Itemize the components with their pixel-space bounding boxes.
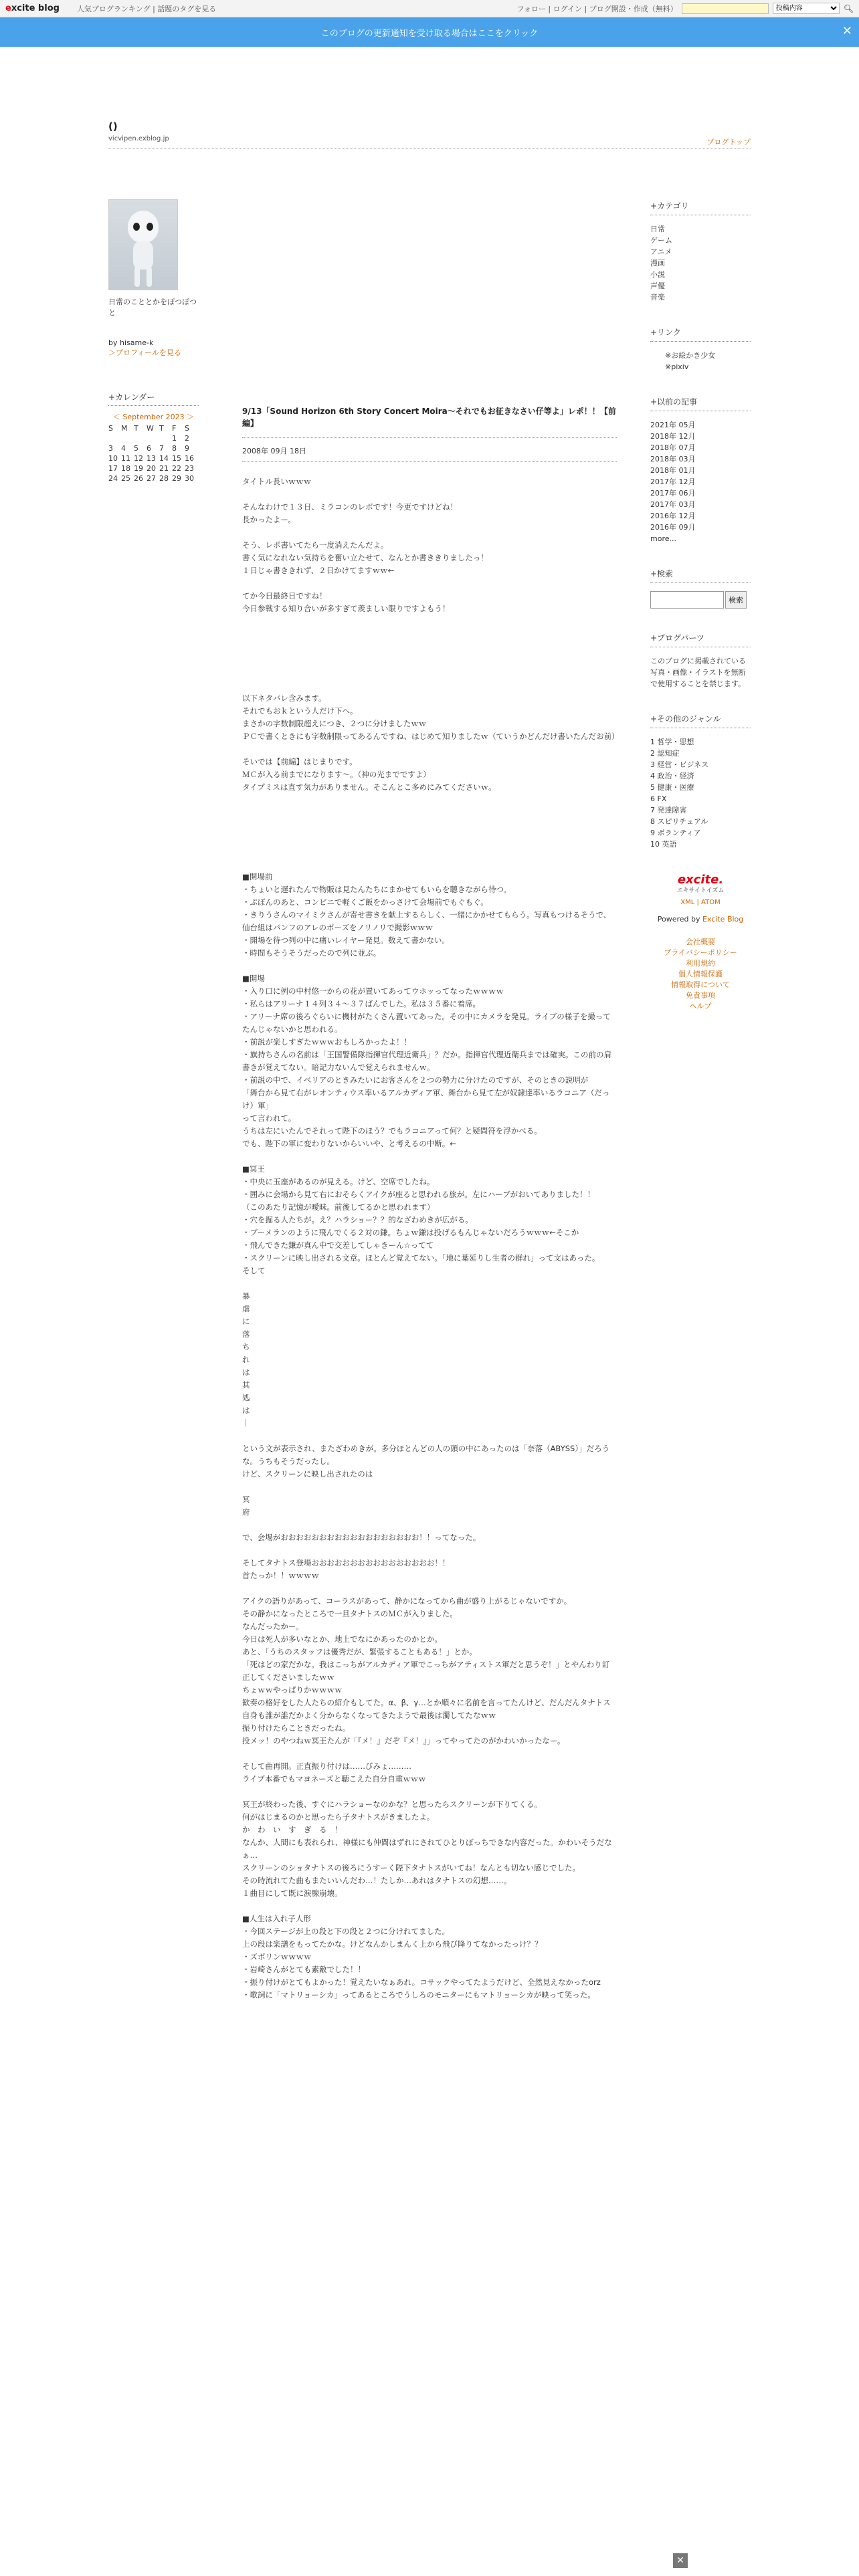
top-bar <box>0 0 859 17</box>
calendar-day <box>134 433 147 443</box>
calendar-grid <box>108 423 199 484</box>
post-paragraph: で、会場がおおおおおおおおおおおおおおおおおお！！ってなった。 <box>242 1533 481 1542</box>
blog-url: vicvipen.exblog.jp <box>108 135 169 142</box>
archive-item[interactable]: 2016年 12月 <box>650 512 696 520</box>
footer-link[interactable]: 免責事項 <box>686 991 715 1000</box>
post-paragraph: そう、レポ書いてたら一度消えたんだよ。 書く気になれない気持ちを奮い立たせて、なんとか書ききりましたっ！ １日じゃ書ききれず、２日かけてますｗｗ← <box>242 540 488 575</box>
blog-header <box>108 120 751 146</box>
category-item[interactable]: 音楽 <box>650 293 665 302</box>
feed-links[interactable]: XML | ATOM <box>680 899 721 906</box>
post-paragraph: てか今日最終日ですね！ 今日参戦する知り合いが多すぎて羨ましい限りですよもう！ <box>242 591 450 613</box>
calendar-day: 2 <box>185 434 189 443</box>
calendar-day: 19 <box>134 464 143 473</box>
calendar-day: 1 <box>172 434 177 443</box>
excite-logo[interactable]: excite. エキサイトイズム <box>676 873 725 894</box>
post-paragraph: そいでは【前編】はじまりです。 ＭＣが入る前までになります〜。（神の光までですよ） タイプミスは直す気力がありません。そこんとこ多めにみてくださいｗ。 <box>242 757 496 792</box>
post-paragraph: そしてタナトス登場おおおおおおおおおおおおおおおお！！ 首たっか！！ｗｗｗｗ <box>242 1558 450 1580</box>
genre-item[interactable]: 8 スピリチュアル <box>650 817 708 826</box>
post-paragraph: ■開場 ・入り口に例の中村悠一からの花が置いてあってウホッってなったｗｗｗｗ ・私らはアリーナ１４列３４～３７ばんでした。私は３５番に着席。 ・アリーナ席の後ろぐらいに機材がたくさん置いてあった。その中にカメラを発見。ライブの様子を撮ってたんじゃないかと思われる。 ・前説が楽しすぎたｗｗｗおもしろかったよ！！ ・旗持ちさんの名前は「王国警備隊指揮官代理近衛兵」？だか。指揮官代理近衛兵までは確実。この前の肩書きが覚えてない。暗記力ないんで覚えられませんｗ。 ・前説の中で、イベリアのときみたいにお客さんを２つの勢力に分けたのですが、そのときの説明が 「舞台から見て右がレオンティウス率いるアルカディア軍、舞台から見て左が奴隷達率いるラコニア（だっけ）軍」 って言われて。 うちは左にいたんでそれって陛下のほう？でもラコニアって何？と疑問符を浮かべる。 でも、陛下の軍に変わりないからいいや、と考えるの中断。← <box>242 974 611 1148</box>
calendar-day: 10 <box>108 454 118 463</box>
calendar-day: 12 <box>134 454 143 463</box>
category-item[interactable]: 日常 <box>650 225 665 233</box>
profile-text: 日常のこととかをぽつぽつと <box>108 298 197 317</box>
link-list <box>650 350 751 372</box>
powered-link[interactable]: Excite Blog <box>702 915 744 924</box>
calendar-day: 20 <box>147 464 156 473</box>
post-paragraph: ■冥王 ・中央に玉座があるのが見える。けど、空席でしたね。 ・囲みに会場から見て右におそらくアイクが座ると思われる旅が。左にハーブがおいてありました！！ （このあたり記憶が曖昧。前後してるかと思われます） ・穴を掘る人たちが。え？ハラショー？？的なざわめきが広がる。 ・ブーメランのように飛んでくる２対の鎌。ちょｗ鎌は投げるもんじゃないだろうｗｗｗ←そこか ・飛んできた鎌が真ん中で交差してしゃきーん☆ってて ・スクリーンに映し出される文章。ほとんど覚えてない。「地に葉延りし生者の群れ」って文はあった。 そして <box>242 1164 600 1275</box>
archive-item[interactable]: 2017年 12月 <box>650 477 696 486</box>
calendar-day: 7 <box>159 444 164 453</box>
close-icon[interactable]: ✕ <box>842 24 852 38</box>
calendar-day: 29 <box>172 474 181 483</box>
calendar-day: 16 <box>185 454 194 463</box>
blog-search-button[interactable]: 検索 <box>725 591 747 609</box>
genre-item[interactable]: 5 健康・医療 <box>650 783 694 792</box>
profile-link[interactable]: ＞プロフィールを見る <box>108 348 181 357</box>
calendar-day: 25 <box>121 474 130 483</box>
genre-item[interactable]: 6 FX <box>650 794 667 803</box>
calendar-day: 18 <box>121 464 130 473</box>
powered-by: Powered by Excite Blog <box>657 915 744 924</box>
genre-list <box>650 736 751 850</box>
calendar-day: 4 <box>121 444 126 453</box>
post-divider <box>242 461 617 462</box>
calendar-day-header: S <box>185 424 189 433</box>
category-item[interactable]: アニメ <box>650 247 672 256</box>
category-item[interactable]: ゲーム <box>650 236 672 245</box>
calendar-day: 26 <box>134 474 143 483</box>
calendar-day-header: T <box>159 424 164 433</box>
left-sidebar <box>108 199 199 484</box>
calendar-day-header: T <box>134 424 138 433</box>
excite-blog-logo[interactable]: e xcite blog <box>5 3 60 13</box>
calendar-day: 30 <box>185 474 194 483</box>
category-item[interactable]: 小説 <box>650 270 665 279</box>
calendar-day-header: F <box>172 424 177 433</box>
calendar-day: 27 <box>147 474 156 483</box>
calendar-title: +カレンダー <box>108 391 199 406</box>
post-paragraph: という文が表示され、またざわめきが。多分ほとんどの人の頭の中にあったのは「奈落（ABYSS）」だろうな。うちもそうだったし。 けど、スクリーンに映し出されたのは <box>242 1444 610 1479</box>
calendar-day <box>108 433 121 443</box>
archive-title: +以前の記事 <box>650 397 751 411</box>
calendar-day: 5 <box>134 444 138 453</box>
footer-link[interactable]: ヘルプ <box>689 1002 712 1010</box>
archive-item[interactable]: 2016年 09月 <box>650 523 696 532</box>
genre-title: +その他のジャンル <box>650 714 751 728</box>
footer-link[interactable]: 利用規約 <box>686 959 715 968</box>
calendar-day: 24 <box>108 474 118 483</box>
link-item[interactable]: ※pixiv <box>665 362 689 371</box>
genre-item[interactable]: 4 政治・経済 <box>650 772 694 780</box>
category-title: +カテゴリ <box>650 201 751 215</box>
genre-item[interactable]: 7 発達障害 <box>650 806 687 815</box>
archive-item[interactable]: 2021年 05月 <box>650 421 696 429</box>
search-scope-select[interactable] <box>773 3 840 14</box>
post-paragraph: そして曲再開。正直振り付けは……びみょ……… ライブ本番でもマヨネーズと聴こえた自分自重ｗｗｗ <box>242 1761 426 1784</box>
calendar-day: 28 <box>159 474 169 483</box>
calendar-day: 3 <box>108 444 113 453</box>
archive-item[interactable]: 2017年 03月 <box>650 500 696 509</box>
archive-item[interactable]: more... <box>650 534 676 543</box>
calendar-day: 22 <box>172 464 181 473</box>
profile-avatar <box>108 199 178 290</box>
category-item[interactable]: 漫画 <box>650 259 665 267</box>
post-paragraph: タイトル長いｗｗｗ <box>242 477 312 486</box>
calendar-day: 21 <box>159 464 169 473</box>
post-paragraph: そんなわけで１３日、ミラコンのレポです！今更ですけどね！ 長かったよー。 <box>242 502 458 524</box>
category-list <box>650 223 751 303</box>
post-paragraph: ■人生は入れ子人形 ・今回ステージが上の段と下の段と２つに分けれてました。 上の段は楽譜をもってたかな。けどなんかしまんく上から飛び降りてなかったっけ？？ ・ズボリンｗｗｗｗ ・岩崎さんがとても素敵でした！！ ・振り付けがとてもよかった！覚えたいなぁあれ。コサックやってたようだけど、全然見えなかったorz ・歌詞に「マトリョーシカ」ってあるところでうしろのモニターにもマトリョーシカが映って笑った。 <box>242 1914 601 2000</box>
calendar-day: 6 <box>147 444 151 453</box>
profile-author: by hisame-k <box>108 338 154 347</box>
post-body <box>242 475 617 2002</box>
blog-parts-title: +ブログパーツ <box>650 633 751 647</box>
post-divider <box>242 437 617 438</box>
archive-list <box>650 419 751 544</box>
post-paragraph: アイクの語りがあって、コーラスがあって、静かになってから曲が盛り上がるじゃないですか。 その静かになったところで一旦タナトスのＭＣが入りました。 なんだったかー。 今日は死人が多いなとか、地上でなにかあったのかとか。 あと、「うちのスタッフは優秀だが、緊張することもある！」とか。 「死はどの家だかな。我はこっちがアルカディア軍でこっちがアティストス軍だと思うぞ！」とやんわり訂正してくださいましたｗｗ ちょｗｗやっぱりかｗｗｗｗ 歓奏の格好をした人たちの紹介もしてた。α、β、γ…とか順々に名前を言ってたんけど、だんだんタナトス自身も誰が誰だかよく分からなくなってきたようで最後は濁してたなｗｗ 振り付けたらこときだったね。 投メッ！のやつねｗ冥王たんが「『メ！』だぞ『メ！』」ってやってたのがかわいかったなー。 <box>242 1596 611 1745</box>
calendar-month[interactable]: ＜ September 2023 ＞ <box>112 413 195 421</box>
account-links[interactable]: フォロー | ログイン | ブログ開設・作成（無料） <box>516 4 678 13</box>
header-divider <box>108 148 751 149</box>
genre-item[interactable]: 9 ボランティア <box>650 829 701 837</box>
top-nav-links[interactable]: 人気ブログランキング | 話題のタグを見る <box>76 4 217 13</box>
calendar-day-header: W <box>147 424 154 433</box>
archive-item[interactable]: 2018年 12月 <box>650 432 696 441</box>
post-paragraph: 暴 虐 に 落 ち れ は 其 処 は ｜ <box>242 1291 250 1428</box>
post-paragraph: 冥王が終わった後、すぐにハラショーなのかな？と思ったらスクリーンが下りてくる。 何がはじまるのかと思ったら子タナトスがきましたよ。 か わ い す ぎ る ！ なんか、人間にも表れられ、神様にも仲間はずれにされてひとりぼっちできな内容だった。かわいそうだなぁ… スクリーンのショタナトスの後ろにうすーく陛下タナトスがいてね！なんとも切ない感じでした。 その時流れてた曲もまたいいんだわ…！たしか…あれはタナトスの幻想……。 １曲目にして既に涙腺崩壊。 <box>242 1800 612 1898</box>
blog-top-link[interactable]: ブログトップ <box>706 138 751 146</box>
calendar-day <box>121 433 134 443</box>
post-date: 2008年 09月 18日 <box>242 447 306 455</box>
calendar-day: 23 <box>185 464 194 473</box>
calendar-day: 11 <box>121 454 130 463</box>
footer-link[interactable]: 会社概要 <box>686 938 715 946</box>
link-title: +リンク <box>650 327 751 342</box>
category-item[interactable]: 声優 <box>650 282 665 290</box>
blog-search-input[interactable] <box>650 591 724 609</box>
link-item[interactable]: ※お絵かき少女 <box>665 351 716 360</box>
archive-item[interactable]: 2018年 07月 <box>650 443 696 452</box>
calendar-day: 17 <box>108 464 118 473</box>
footer-link[interactable]: プライバシーポリシー <box>664 948 737 957</box>
right-sidebar <box>650 201 751 1012</box>
calendar-day <box>159 433 172 443</box>
calendar-day <box>147 433 159 443</box>
calendar-day-header: S <box>108 424 113 433</box>
footer-links <box>650 937 751 1012</box>
blog-title[interactable]: () <box>108 120 118 132</box>
post-paragraph: 以下ネタバレ含みます。 それでもおｋという人だけ下へ。 まさかの字数制限超えにつき、２つに分けましたｗｗ ＰＣで書くときにも字数制限ってあるんですね、はじめて知りましたｗ（ていうかどんだけ書いたんだお前） <box>242 693 619 741</box>
genre-item[interactable]: 10 英語 <box>650 840 677 849</box>
archive-item[interactable]: 2017年 06月 <box>650 489 696 498</box>
post-title[interactable]: 9/13「Sound Horizon 6th Story Concert Moira～それでもお征きなさい仔等よ」レポ！！【前編】 <box>242 407 616 428</box>
genre-item[interactable]: 2 認知症 <box>650 749 680 758</box>
search-icon[interactable]: 🔍︎ <box>843 3 854 13</box>
calendar-day: 13 <box>147 454 156 463</box>
archive-item[interactable]: 2018年 03月 <box>650 455 696 463</box>
search-title: +検索 <box>650 568 751 583</box>
genre-item[interactable]: 3 経営・ビジネス <box>650 760 709 769</box>
footer-link[interactable]: 情報取得について <box>671 980 730 989</box>
calendar-day: 9 <box>185 444 189 453</box>
post-article <box>242 405 617 2014</box>
copyright-notice: このブログに掲載されている写真・画像・イラストを無断で使用することを禁じます。 <box>650 657 746 688</box>
follow-notice-banner[interactable]: このブログの更新通知を受け取る場合はここをクリック ✕ <box>0 17 859 47</box>
close-icon[interactable]: ✕ <box>673 2553 688 2568</box>
calendar-day: 8 <box>172 444 177 453</box>
top-search-input[interactable] <box>682 3 769 14</box>
genre-item[interactable]: 1 哲学・思想 <box>650 738 694 746</box>
archive-item[interactable]: 2018年 01月 <box>650 466 696 475</box>
calendar-day: 14 <box>159 454 169 463</box>
post-paragraph: 冥 府 <box>242 1495 250 1517</box>
footer-link[interactable]: 個人情報保護 <box>678 970 723 978</box>
calendar-day-header: M <box>121 424 128 433</box>
calendar-day: 15 <box>172 454 181 463</box>
post-paragraph: ■開場前 ・ちょいと遅れたんで物販は見たんたちにまかせてもいらを聴きながら待つ。 ・ぷぼんのあと、コンビニで軽くご飯をかっさけて会場前でもぐもぐ。 ・きりうさんのマイミクさんが寄せ書きを献上するらしく、一緒にかかせてもらう。写真もつけるそうで、仙台組はパンフのアレのポーズをノリノリで撮影ｗｗｗ ・開場を待つ列の中に痛いレイヤー発見。数えて書かない。 ・時間もそうそうだったので列に並ぶ。 <box>242 872 611 958</box>
